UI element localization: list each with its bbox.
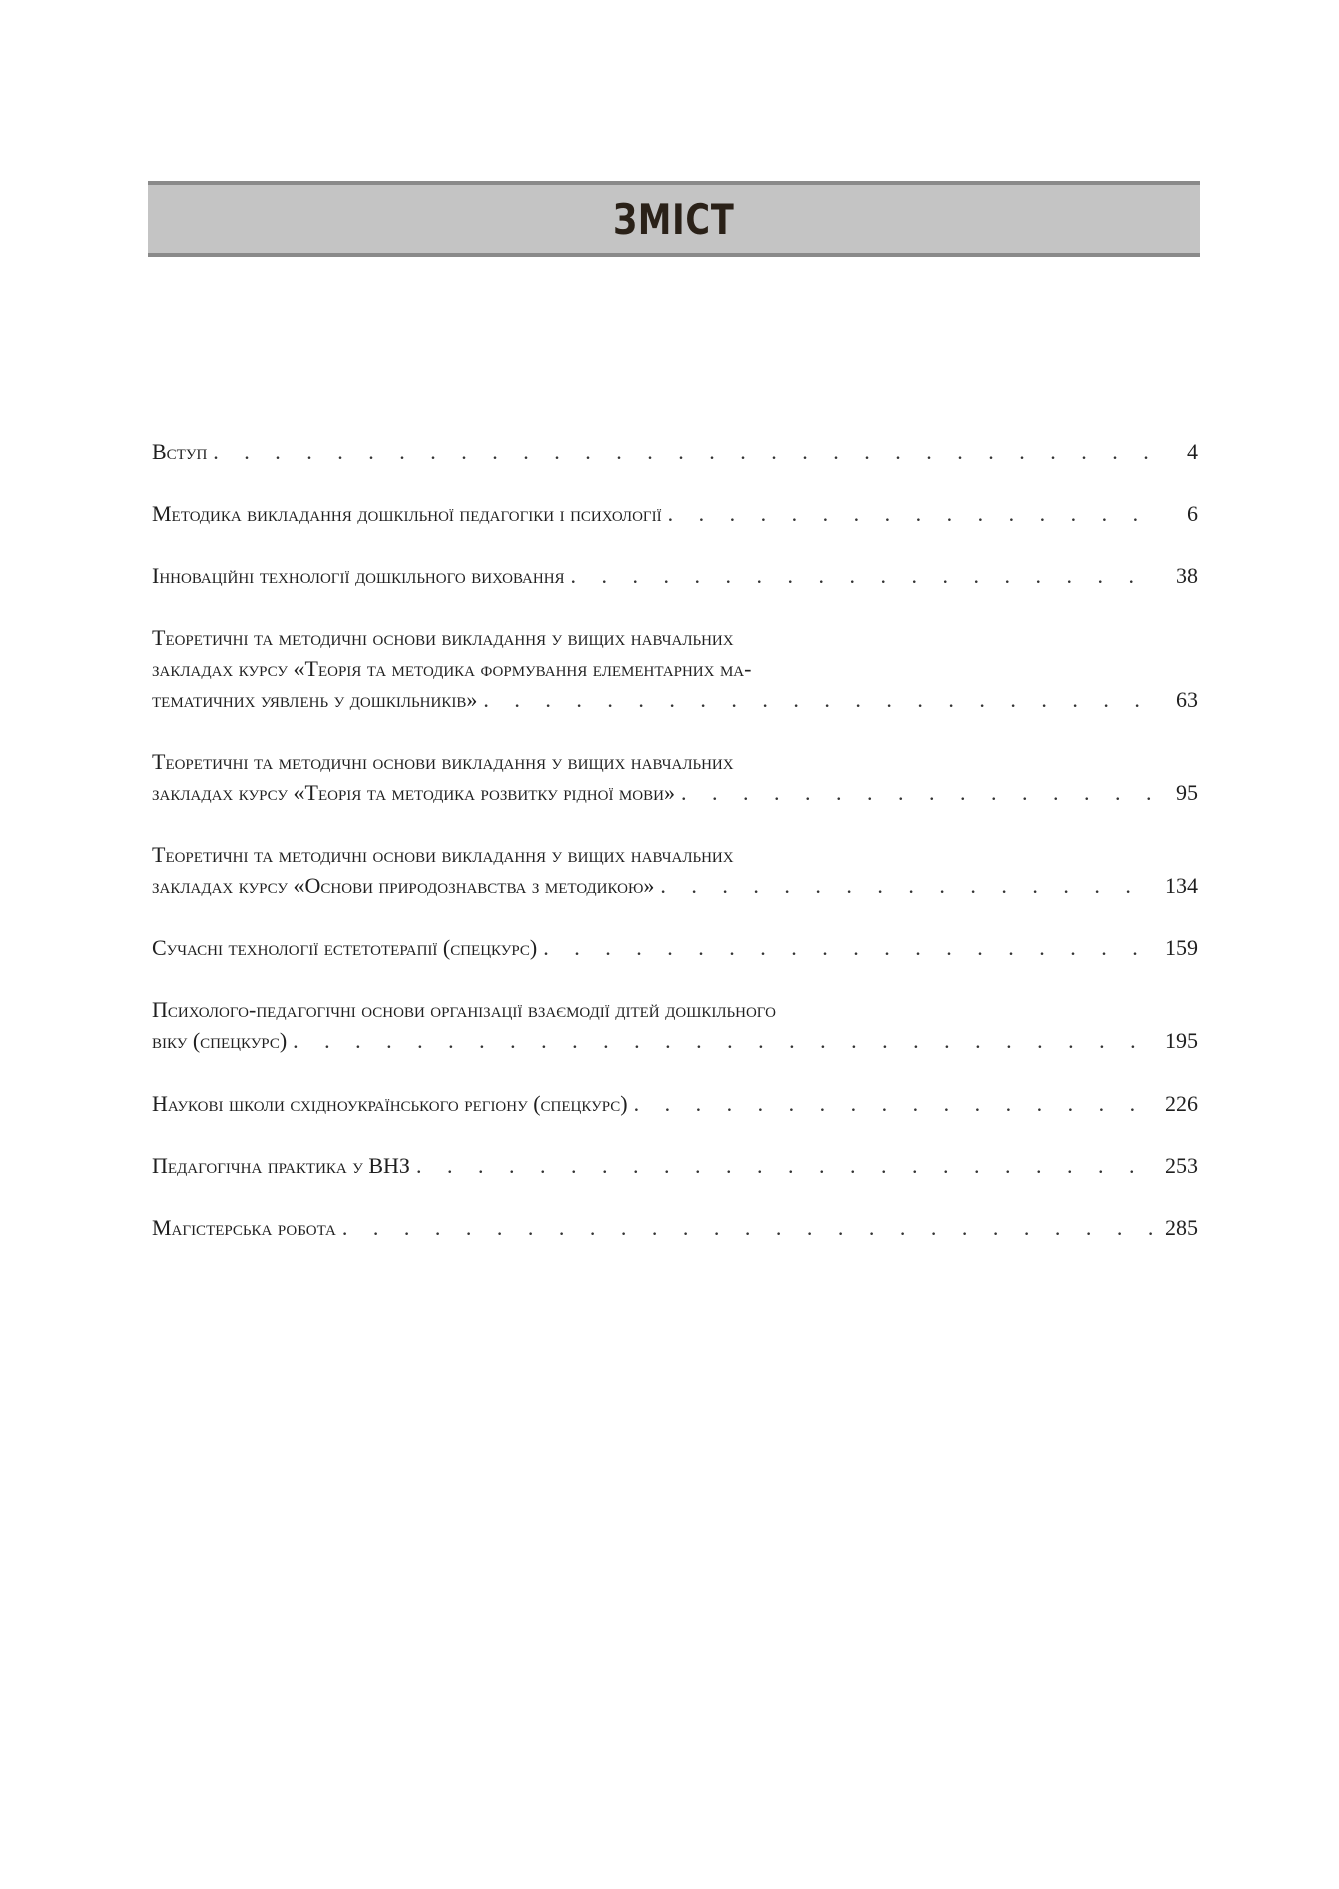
toc-page-number: 134 [1165,873,1198,898]
toc-entry-title-line: Магістерська робота [152,1215,336,1240]
dot-leader [342,1212,1156,1243]
toc-entry-title-line: Сучасні технології естетотерапії (спецкурс) [152,935,538,960]
toc-entry-title-line: Психолого-педагогічні основи організації взаємодії дітей дошкільного [152,997,776,1022]
dot-leader [483,684,1156,715]
toc-page-number: 63 [1176,687,1198,712]
toc-entry[interactable] [152,1088,1198,1119]
toc-entry[interactable] [152,1150,1198,1181]
toc-page-number: 4 [1187,439,1198,464]
toc-page-number: 285 [1165,1215,1198,1240]
toc-entry-title-line: закладах курсу «Теорія та методика формування елементарних ма- [152,656,752,681]
toc-entry[interactable] [152,622,1198,715]
toc-page-number: 159 [1165,935,1198,960]
dot-leader [681,777,1156,808]
toc-entry-title-line: віку (спецкурс) [152,1028,288,1053]
toc-entry[interactable] [152,746,1198,808]
toc-page-number: 195 [1165,1028,1198,1053]
toc-entry[interactable] [152,498,1198,529]
toc-entry[interactable] [152,436,1198,467]
toc-entry[interactable] [152,1212,1198,1243]
toc-entry-title-line: Теоретичні та методичні основи викладання у вищих навчальних [152,749,734,774]
dot-leader [668,498,1156,529]
toc-entry-title-line: закладах курсу «Теорія та методика розвитку рідної мови» [152,780,675,805]
toc-entry-title-line: Методика викладання дошкільної педагогіки і психології [152,501,662,526]
toc-entry-title-line: Наукові школи східноукраїнського регіону (спецкурс) [152,1091,628,1116]
dot-leader [571,560,1156,591]
toc-entry-title-line: Інноваційні технології дошкільного виховання [152,563,565,588]
toc-entry[interactable] [152,839,1198,901]
heading-band [148,181,1200,257]
toc-page-number: 253 [1165,1153,1198,1178]
toc-page-number: 38 [1176,563,1198,588]
dot-leader [293,1025,1156,1056]
dot-leader [213,436,1156,467]
dot-leader [660,870,1156,901]
toc-entry[interactable] [152,932,1198,963]
toc-page-number: 95 [1176,780,1198,805]
page-title: ЗМІСТ [613,194,735,244]
toc-entry[interactable] [152,560,1198,591]
toc-page-number: 226 [1165,1091,1198,1116]
dot-leader [634,1088,1156,1119]
dot-leader [416,1150,1156,1181]
toc-entry-title-line: Вступ [152,439,208,464]
dot-leader [543,932,1156,963]
toc-page-number: 6 [1187,501,1198,526]
toc-entry[interactable] [152,994,1198,1056]
toc-entry-title-line: закладах курсу «Основи природознавства з методикою» [152,873,655,898]
toc-entry-title-line: Теоретичні та методичні основи викладання у вищих навчальних [152,842,734,867]
toc-entry-title-line: Теоретичні та методичні основи викладання у вищих навчальних [152,625,734,650]
toc-entry-title-line: тематичних уявлень у дошкільників» [152,687,478,712]
toc-entry-title-line: Педагогічна практика у ВНЗ [152,1153,410,1178]
